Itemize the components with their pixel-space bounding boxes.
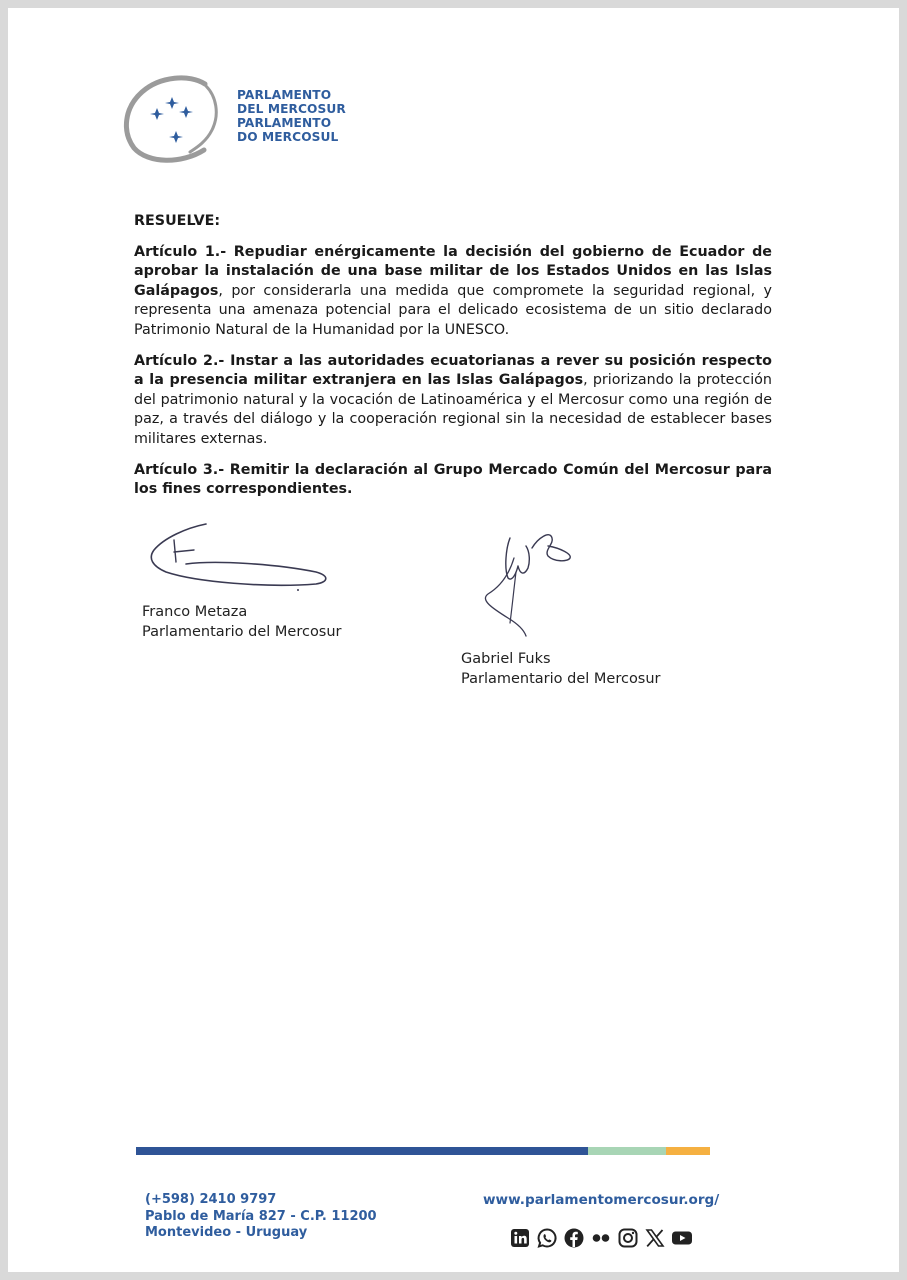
resolution-body (134, 212, 772, 511)
footer-contact (145, 1192, 377, 1242)
signature-2-name: Gabriel Fuks (461, 651, 551, 667)
article-2-text: , priorizando la protección del patrimonio natural y la vocación de Latinoamérica y el Mercosur como una región de paz, a través del diálogo y la cooperación regional sin la necesidad de establecer bases militares externas. (134, 372, 772, 447)
footer-bar-orange (666, 1147, 710, 1155)
article-3 (134, 461, 772, 500)
footer-phone: (+598) 2410 9797 (145, 1192, 277, 1207)
x-icon[interactable] (644, 1227, 666, 1249)
signature-1-block (142, 602, 342, 642)
youtube-icon[interactable] (671, 1227, 693, 1249)
signature-1-name: Franco Metaza (142, 604, 248, 620)
article-1-text: , por considerarla una medida que compromete la seguridad regional, y representa una amenaza potencial para el delicado ecosistema de un sitio declarado Patrimonio Natural de la Humanidad por la UNESCO. (134, 282, 772, 338)
footer-bar-blue (136, 1147, 588, 1155)
signature-1-title: Parlamentario del Mercosur (142, 624, 342, 640)
flickr-icon[interactable] (590, 1227, 612, 1249)
footer-bar-green (588, 1147, 666, 1155)
whatsapp-icon[interactable] (536, 1227, 558, 1249)
article-3-bold: Artículo 3.- Remitir la declaración al Grupo Mercado Común del Mercosur para los fines correspondientes. (134, 461, 772, 498)
org-name (237, 88, 346, 144)
footer-address: Pablo de María 827 - C.P. 11200 (145, 1208, 377, 1224)
article-2-bold: Artículo 2.- Instar a las autoridades ecuatorianas a rever su posición respecto a la presencia militar extranjera en las Islas Galápagos (134, 352, 772, 389)
article-2 (134, 352, 772, 450)
org-line-3: PARLAMENTO (237, 116, 332, 130)
instagram-icon[interactable] (617, 1227, 639, 1249)
social-icons (509, 1227, 693, 1249)
org-line-1: PARLAMENTO (237, 88, 332, 102)
footer-city: Montevideo - Uruguay (145, 1225, 308, 1240)
article-1-bold: Artículo 1.- Repudiar enérgicamente la decisión del gobierno de Ecuador de aprobar la instalación de una base militar de los Estados Unidos en las Islas Galápagos (134, 243, 772, 299)
resuelve-heading: RESUELVE: (134, 213, 221, 229)
linkedin-icon[interactable] (509, 1227, 531, 1249)
mercosur-logo (120, 70, 230, 165)
org-line-4: DO MERCOSUL (237, 130, 339, 144)
signature-2-block (461, 649, 661, 689)
facebook-icon[interactable] (563, 1227, 585, 1249)
document-page (8, 8, 899, 1272)
footer-website-link[interactable]: www.parlamentomercosur.org/ (483, 1192, 720, 1208)
signature-gabriel-fuks (468, 518, 578, 643)
org-line-2: DEL MERCOSUR (237, 102, 346, 116)
article-1 (134, 243, 772, 341)
signature-2-title: Parlamentario del Mercosur (461, 671, 661, 687)
signature-franco-metaza (146, 520, 336, 595)
